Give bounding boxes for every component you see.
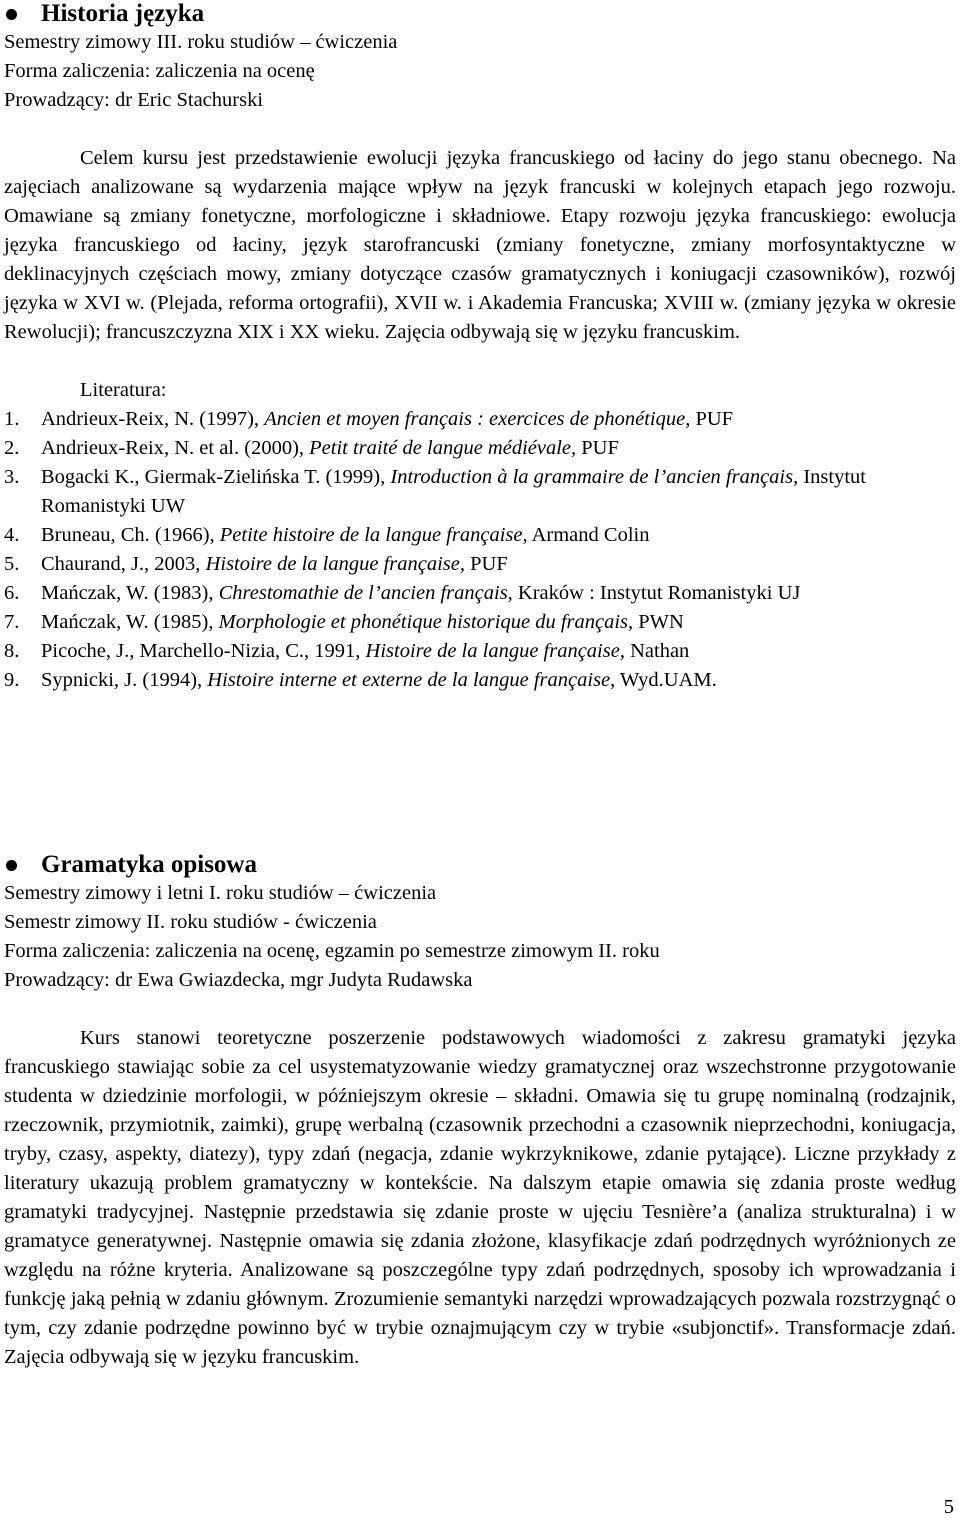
reference-title: Ancien et moyen français : exercices de phonétique, [264, 408, 691, 430]
course-instructor: Prowadzący: dr Ewa Gwiazdecka, mgr Judyta Rudawska [4, 969, 473, 991]
reference-item [4, 637, 956, 666]
bullet-icon [6, 9, 17, 20]
reference-author: Mańczak, W. (1985), [41, 611, 219, 633]
reference-title: Histoire de la langue française, [365, 640, 625, 662]
reference-number: 3. [4, 466, 20, 488]
course-assessment: Forma zaliczenia: zaliczenia na ocenę, egzamin po semestrze zimowym II. roku [4, 940, 660, 962]
reference-number: 1. [4, 408, 20, 430]
reference-list [4, 405, 956, 695]
reference-publisher: PUF [690, 408, 734, 430]
course-assessment: Forma zaliczenia: zaliczenia na ocenę [4, 60, 315, 82]
reference-title: Petit traité de langue médiévale, [309, 437, 577, 459]
reference-title: Introduction à la grammaire de l’ancien français, [390, 466, 799, 488]
reference-item [4, 434, 956, 463]
reference-number: 8. [4, 640, 20, 662]
course-section-gramatyka [4, 851, 956, 1372]
reference-title: Histoire de la langue française, [205, 553, 466, 575]
course-section-historia [4, 0, 956, 695]
bullet-icon [6, 860, 17, 871]
reference-publisher: PUF [576, 437, 619, 459]
reference-item [4, 579, 956, 608]
reference-author: Bruneau, Ch. (1966), [41, 524, 220, 546]
section-heading [4, 0, 956, 28]
reference-author: Mańczak, W. (1983), [41, 582, 219, 604]
course-description: Celem kursu jest przedstawienie ewolucji języka francuskiego od łaciny do jego stanu obecnego. Na zajęciach analizowane są wydarzenia mające wpływ na język francuski w kolejnych etapach jego rozwoju. Omawiane są zmiany fonetyczne, morfologiczne i składniowe. Etapy rozwoju języka francuskiego: ewolucja języka francuskiego od łaciny, język starofrancuski (zmiany fonetyczne, zmiany morfosyntaktyczne w deklinacyjnych częściach mowy, zmiany dotyczące czasów gramatycznych i koniugacji czasowników), rozwój języka w XVI w. (Plejada, reforma ortografii), XVII w. i Akademia Francuska; XVIII w. (zmiany języka w okresie Rewolucji); francuszczyzna XIX i XX wieku. Zajęcia odbywają się w języku francuskim. [4, 147, 956, 343]
page-number: 5 [943, 1496, 954, 1518]
reference-item [4, 550, 956, 579]
reference-number: 9. [4, 669, 20, 691]
reference-number: 7. [4, 611, 20, 633]
reference-publisher: , Wyd.UAM. [610, 669, 717, 691]
course-instructor: Prowadzący: dr Eric Stachurski [4, 89, 264, 111]
section-heading [4, 851, 956, 879]
reference-number: 6. [4, 582, 20, 604]
reference-publisher: PWN [633, 611, 684, 633]
course-description: Kurs stanowi teoretyczne poszerzenie podstawowych wiadomości z zakresu gramatyki języka francuskiego stawiając sobie za cel usystematyzowanie wiedzy gramatycznej oraz wszechstronne przygotowanie studenta w dziedzinie morfologii, w późniejszym okresie – składni. Omawia się tu grupę nominalną (rodzajnik, rzeczownik, przymiotnik, zaimki), grupę werbalną (czasownik przechodni a czasownik nieprzechodni, koniugacja, tryby, czasy, aspekty, diatezy), typy zdań (negacja, zdanie wykrzyknikowe, zdanie pytające). Liczne przykłady z literatury ukazują problem gramatyczny w kontekście. Na dalszym etapie omawia się zdania proste według gramatyki tradycyjnej. Następnie przedstawia się zdanie proste w ujęciu Tesnière’a (analiza strukturalna) i w gramatyce generatywnej. Następnie omawia się zdania złożone, klasyfikacje zdań podrzędnych wyróżnionych ze względu na różne kryteria. Analizowane są poszczególne typy zdań podrzędnych, sposoby ich wprowadzania i funkcję jaką pełnią w zdaniu głównym. Zrozumienie semantyki narzędzi wprowadzających pozwala rozstrzygnąć o tym, czy zdanie podrzędne powinno być w trybie oznajmującym czy w trybie «subjonctif». Transformacje zdań. Zajęcia odbywają się w języku francuskim. [4, 1027, 956, 1368]
reference-title: Chrestomathie de l’ancien français, [218, 582, 513, 604]
reference-author: Chaurand, J., 2003, [41, 553, 206, 575]
section-title: Historia języka [41, 0, 205, 27]
reference-publisher: Kraków : Instytut Romanistyki UJ [512, 582, 801, 604]
section-title: Gramatyka opisowa [41, 851, 257, 878]
course-semester: Semestr zimowy II. roku studiów - ćwiczenia [4, 911, 377, 933]
reference-author: Bogacki K., Giermak-Zielińska T. (1999), [41, 466, 391, 488]
reference-title: Histoire interne et externe de la langue française [207, 669, 611, 691]
reference-author: Andrieux-Reix, N. (1997), [41, 408, 265, 430]
reference-publisher: Instytut Romanistyki UW [41, 466, 867, 517]
course-semester: Semestry zimowy III. roku studiów – ćwiczenia [4, 31, 398, 53]
reference-number: 4. [4, 524, 20, 546]
reference-number: 2. [4, 437, 20, 459]
reference-author: Andrieux-Reix, N. et al. (2000), [41, 437, 310, 459]
reference-publisher: PUF [465, 553, 508, 575]
reference-publisher: , Armand Colin [522, 524, 650, 546]
reference-item [4, 463, 956, 521]
reference-publisher: Nathan [624, 640, 690, 662]
reference-item [4, 405, 956, 434]
reference-item [4, 666, 956, 695]
reference-title: Petite histoire de la langue française [219, 524, 523, 546]
literature-label: Literatura: [80, 379, 167, 401]
reference-author: Sypnicki, J. (1994), [41, 669, 208, 691]
course-semester: Semestry zimowy i letni I. roku studiów – ćwiczenia [4, 882, 437, 904]
reference-number: 5. [4, 553, 20, 575]
reference-item [4, 521, 956, 550]
reference-item [4, 608, 956, 637]
reference-title: Morphologie et phonétique historique du français, [218, 611, 634, 633]
reference-author: Picoche, J., Marchello-Nizia, C., 1991, [41, 640, 366, 662]
